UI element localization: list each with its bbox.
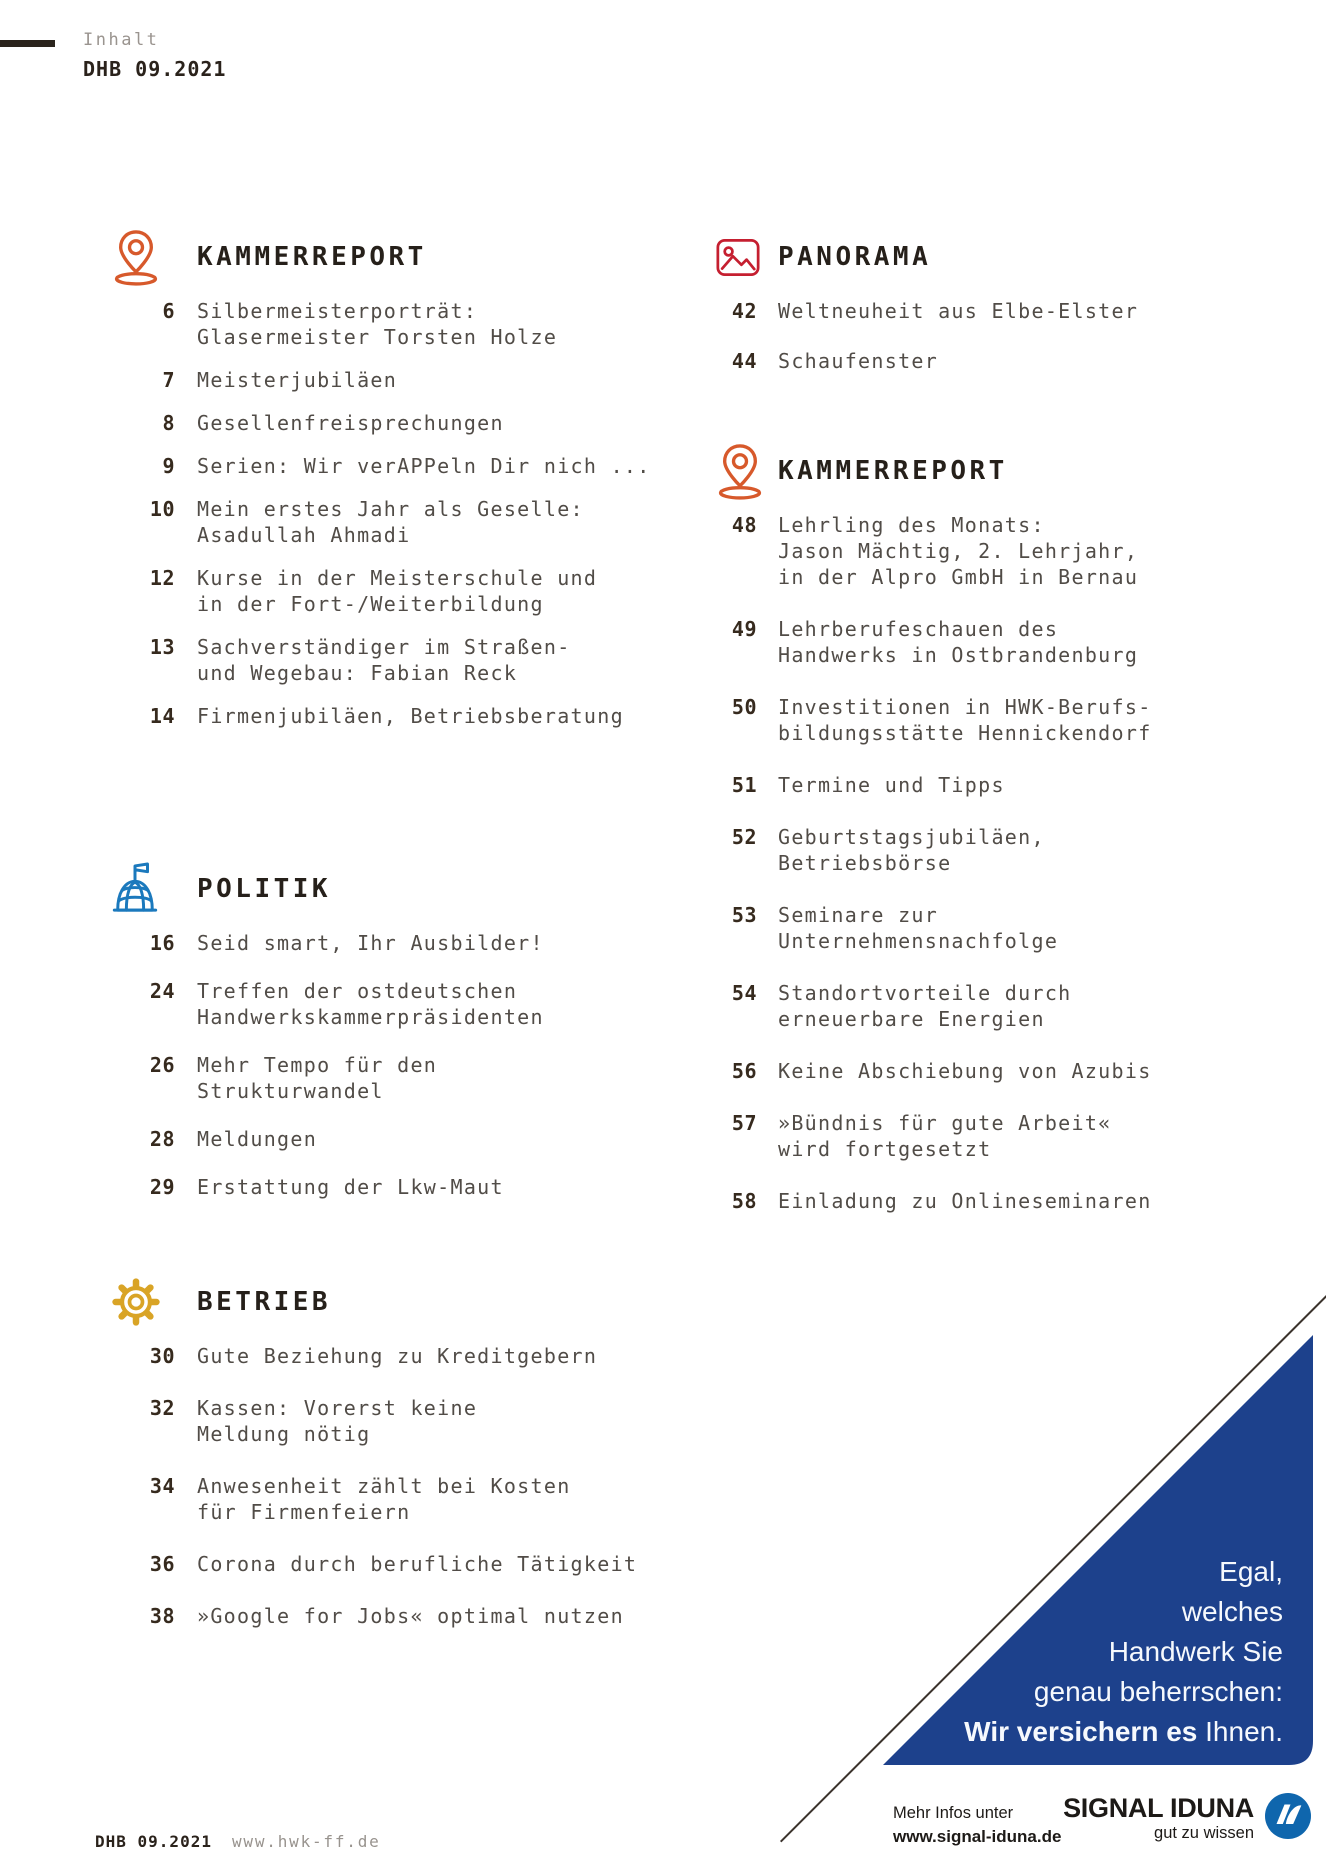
item-title: [197, 496, 584, 548]
toc-item[interactable]: [108, 930, 588, 956]
item-title: [197, 1551, 637, 1577]
brand-tagline: gut zu wissen: [1154, 1824, 1254, 1842]
toc-item[interactable]: [712, 1110, 1182, 1162]
item-title-line: Firmenjubiläen, Betriebsberatung: [197, 704, 624, 728]
ad-info-url[interactable]: www.signal-iduna.de: [893, 1827, 1062, 1846]
toc-item[interactable]: [108, 1126, 588, 1152]
item-title-line: Seminare zur: [778, 903, 939, 927]
item-title-line: Mehr Tempo für den: [197, 1053, 438, 1077]
item-title-line: Geburtstagsjubiläen,: [778, 825, 1045, 849]
ad-headline: [964, 1552, 1283, 1752]
item-title-line: Anwesenheit zählt bei Kosten: [197, 1474, 571, 1498]
item-title-line: Gesellenfreisprechungen: [197, 411, 504, 435]
page-number: 57: [731, 1111, 757, 1135]
footer-issue: DHB 09.2021: [95, 1832, 212, 1851]
toc-item[interactable]: [712, 512, 1182, 590]
section-header: [108, 228, 588, 286]
ad-brand: [1063, 1791, 1313, 1846]
gear-icon: [108, 1276, 197, 1328]
toc-item[interactable]: [108, 978, 588, 1030]
page-number: 51: [731, 773, 757, 797]
section-header: [712, 228, 1182, 286]
section-header: [108, 1273, 588, 1331]
section-title: PANORAMA: [778, 242, 932, 272]
item-title: [197, 1126, 317, 1152]
item-title: [197, 565, 597, 617]
ad-headline-line: Handwerk Sie: [1108, 1636, 1283, 1667]
item-title: [778, 694, 1152, 746]
toc-item[interactable]: [108, 1551, 638, 1577]
page-number: 53: [731, 903, 757, 927]
toc-item[interactable]: [108, 298, 588, 350]
item-title-line: Termine und Tipps: [778, 773, 1005, 797]
page-number: 24: [149, 979, 175, 1003]
item-title: [197, 634, 571, 686]
page-number: 44: [731, 349, 757, 373]
section-title: BETRIEB: [197, 1287, 332, 1317]
item-title-line: Erstattung der Lkw-Maut: [197, 1175, 504, 1199]
ad-headline-line: welches: [1181, 1596, 1283, 1627]
page-number: 54: [731, 981, 757, 1005]
toc-item[interactable]: [108, 1343, 598, 1369]
toc-column-left: [108, 0, 651, 1875]
page-number: 56: [731, 1059, 757, 1083]
page-number: 12: [149, 566, 175, 590]
page-number: 29: [149, 1175, 175, 1199]
item-title-line: »Google for Jobs« optimal nutzen: [197, 1604, 624, 1628]
picture-icon: [712, 235, 778, 280]
item-title: [197, 453, 651, 479]
item-title: [197, 1052, 437, 1104]
section-title: KAMMERREPORT: [197, 242, 427, 272]
page-number: 16: [149, 931, 175, 955]
toc-item[interactable]: [712, 824, 1182, 876]
item-title-line: Unternehmensnachfolge: [778, 929, 1059, 953]
brand-name: SIGNAL IDUNA: [1063, 1793, 1254, 1823]
signal-iduna-logo-icon: [1263, 1791, 1313, 1846]
ad-info-text: Mehr Infos unter: [893, 1804, 1014, 1822]
page-number: 49: [731, 617, 757, 641]
item-title: [778, 772, 1005, 798]
ad-headline-line: Egal,: [1219, 1556, 1283, 1587]
item-title-line: Asadullah Ahmadi: [197, 523, 411, 547]
item-title-line: Meldungen: [197, 1127, 318, 1151]
item-title-line: bildungsstätte Hennickendorf: [778, 721, 1152, 745]
page-number: 36: [149, 1552, 175, 1576]
page-title: Inhalt: [83, 30, 160, 50]
page-number: 9: [162, 454, 175, 478]
toc-item[interactable]: [108, 565, 598, 617]
page-number: 13: [149, 635, 175, 659]
item-title-line: Schaufenster: [778, 349, 939, 373]
corner-tick-bar: [0, 40, 55, 47]
ad-headline-tail: Ihnen.: [1197, 1716, 1283, 1747]
item-title: [197, 1603, 624, 1629]
item-title-line: Handwerks in Ostbrandenburg: [778, 643, 1139, 667]
ad-headline-line: genau beherrschen:: [1033, 1676, 1283, 1707]
issue-label: DHB 09.2021: [83, 57, 227, 81]
page-number: 32: [149, 1396, 175, 1420]
toc-section-politik: [108, 860, 588, 1222]
toc-item[interactable]: [712, 1058, 1182, 1084]
item-title: [778, 348, 938, 374]
toc-item[interactable]: [108, 703, 624, 729]
item-title-line: Einladung zu Onlineseminaren: [778, 1189, 1152, 1213]
toc-item[interactable]: [712, 980, 1182, 1032]
item-title-line: Standortvorteile durch: [778, 981, 1072, 1005]
item-title-line: Silbermeisterporträt:: [197, 299, 478, 323]
item-title-line: erneuerbare Energien: [778, 1007, 1045, 1031]
toc-item[interactable]: [108, 1052, 588, 1104]
item-title-line: Weltneuheit aus Elbe-Elster: [778, 299, 1139, 323]
item-title-line: Meisterjubiläen: [197, 368, 398, 392]
item-title: [197, 298, 557, 350]
item-title-line: Handwerkskammerpräsidenten: [197, 1005, 544, 1029]
page-number: 28: [149, 1127, 175, 1151]
item-title-line: Kurse in der Meisterschule und: [197, 566, 598, 590]
toc-item[interactable]: [712, 694, 1182, 746]
section-title: POLITIK: [197, 874, 332, 904]
item-title-line: Glasermeister Torsten Holze: [197, 325, 558, 349]
item-title: [778, 298, 1138, 324]
item-title: [197, 1174, 504, 1200]
page-number: 38: [149, 1604, 175, 1628]
item-title: [778, 616, 1138, 668]
toc-item[interactable]: [712, 772, 1182, 798]
item-title-line: Lehrberufeschauen des: [778, 617, 1059, 641]
toc-item[interactable]: [712, 298, 1182, 324]
item-title-line: für Firmenfeiern: [197, 1500, 411, 1524]
section-header: [712, 442, 1182, 500]
item-title: [197, 703, 624, 729]
item-title-line: Corona durch berufliche Tätigkeit: [197, 1552, 638, 1576]
location-pin-icon: [108, 228, 197, 286]
toc-item[interactable]: [712, 348, 1182, 374]
page-number: 48: [731, 513, 757, 537]
item-title-line: Jason Mächtig, 2. Lehrjahr,: [778, 539, 1139, 563]
toc-item[interactable]: [108, 453, 651, 479]
page-number: 14: [149, 704, 175, 728]
item-title-line: Keine Abschiebung von Azubis: [778, 1059, 1152, 1083]
item-title-line: Mein erstes Jahr als Geselle:: [197, 497, 584, 521]
location-pin-icon: [712, 442, 778, 500]
capitol-icon: [108, 862, 197, 916]
item-title: [197, 978, 544, 1030]
item-title-line: in der Alpro GmbH in Bernau: [778, 565, 1139, 589]
toc-section-kammerreport-1: [108, 228, 651, 746]
page-number: 42: [731, 299, 757, 323]
item-title-line: Strukturwandel: [197, 1079, 384, 1103]
section-title: KAMMERREPORT: [778, 456, 1008, 486]
page-number: 50: [731, 695, 757, 719]
item-title: [197, 1395, 477, 1447]
page-number: 10: [149, 497, 175, 521]
toc-section-kammerreport-2: [712, 442, 1182, 1240]
item-title: [197, 1343, 597, 1369]
toc-item[interactable]: [108, 634, 588, 686]
toc-item[interactable]: [712, 902, 1182, 954]
toc-item[interactable]: [108, 1603, 624, 1629]
toc-item[interactable]: [108, 367, 588, 393]
page-number: 26: [149, 1053, 175, 1077]
toc-item[interactable]: [108, 1473, 588, 1525]
item-title-line: Betriebsbörse: [778, 851, 952, 875]
item-title: [197, 1473, 571, 1525]
ad-headline-line: [964, 1712, 1283, 1752]
item-title: [197, 410, 504, 436]
toc-item[interactable]: [108, 1174, 588, 1200]
item-title-line: Sachverständiger im Straßen-: [197, 635, 571, 659]
item-title: [778, 902, 1058, 954]
footer: [95, 1832, 381, 1851]
ad-info: [893, 1802, 1061, 1848]
toc-item[interactable]: [108, 496, 588, 548]
toc-item[interactable]: [712, 1188, 1182, 1214]
item-title-line: Treffen der ostdeutschen: [197, 979, 518, 1003]
page-number: 58: [731, 1189, 757, 1213]
item-title: [778, 980, 1072, 1032]
item-title-line: Serien: Wir verAPPeln Dir nich ...: [197, 454, 651, 478]
page-number: 8: [162, 411, 175, 435]
item-title: [778, 512, 1138, 590]
page-number: 34: [149, 1474, 175, 1498]
item-title: [778, 1058, 1152, 1084]
section-header: [108, 860, 588, 918]
page-number: 30: [149, 1344, 175, 1368]
item-title-line: »Bündnis für gute Arbeit«: [778, 1111, 1112, 1135]
item-title: [778, 1110, 1112, 1162]
item-title: [197, 367, 397, 393]
page-number: 6: [162, 299, 175, 323]
item-title-line: in der Fort-/Weiterbildung: [197, 592, 544, 616]
item-title-line: Gute Beziehung zu Kreditgebern: [197, 1344, 598, 1368]
item-title-line: und Wegebau: Fabian Reck: [197, 661, 518, 685]
item-title-line: Kassen: Vorerst keine: [197, 1396, 478, 1420]
item-title: [778, 1188, 1152, 1214]
item-title: [197, 930, 544, 956]
item-title: [778, 824, 1045, 876]
page-number: 7: [162, 368, 175, 392]
item-title-line: Meldung nötig: [197, 1422, 371, 1446]
toc-item[interactable]: [108, 410, 588, 436]
toc-item[interactable]: [712, 616, 1182, 668]
footer-website[interactable]: www.hwk-ff.de: [231, 1832, 381, 1851]
item-title-line: Seid smart, Ihr Ausbilder!: [197, 931, 544, 955]
toc-section-betrieb: [108, 1273, 638, 1655]
item-title-line: Lehrling des Monats:: [778, 513, 1045, 537]
toc-section-panorama: [712, 228, 1182, 398]
item-title-line: Investitionen in HWK-Berufs-: [778, 695, 1152, 719]
toc-item[interactable]: [108, 1395, 588, 1447]
ad-headline-emphasis: Wir versichern es: [964, 1716, 1198, 1747]
page-number: 52: [731, 825, 757, 849]
item-title-line: wird fortgesetzt: [778, 1137, 992, 1161]
